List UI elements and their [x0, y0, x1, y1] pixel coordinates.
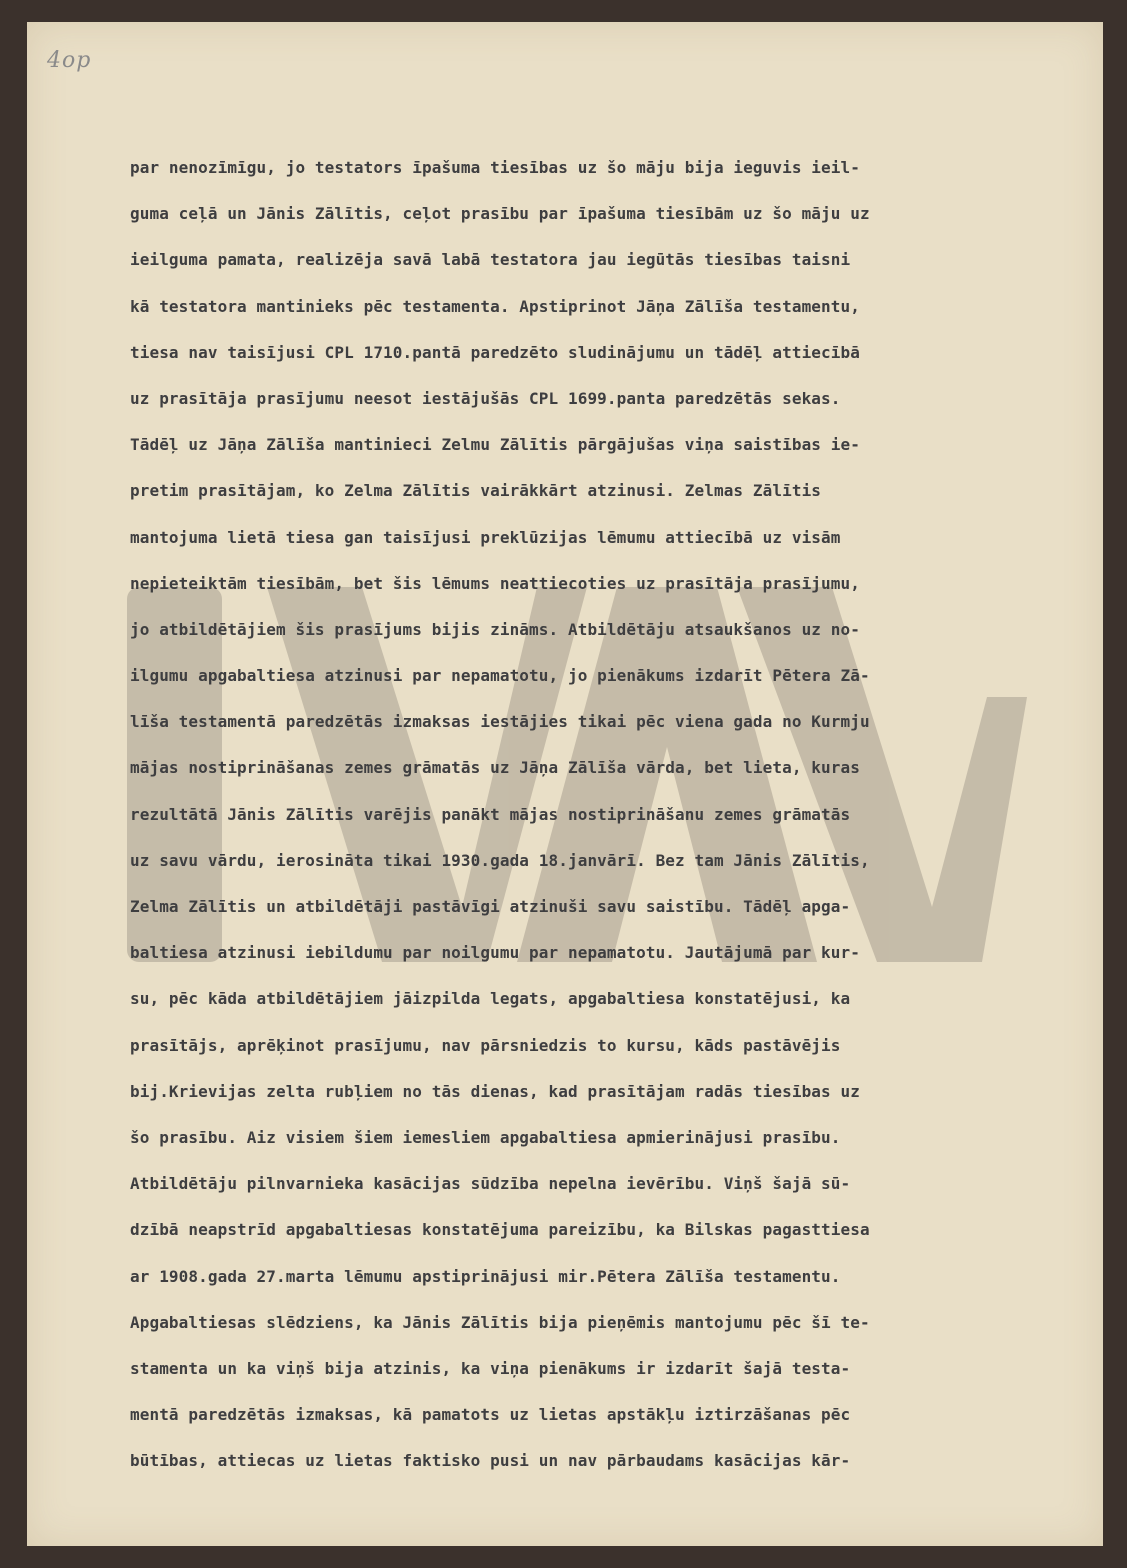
text-line: guma ceļā un Jānis Zālītis, ceļot prasību par īpašuma tiesībām uz šo māju uz — [130, 204, 870, 224]
text-line: kā testatora mantinieks pēc testamenta. Apstiprinot Jāņa Zālīša testamentu, — [130, 296, 860, 316]
text-line: uz prasītāja prasījumu neesot iestājušās CPL 1699.panta paredzētās sekas. — [130, 388, 841, 408]
text-line: mentā paredzētās izmaksas, kā pamatots uz lietas apstākļu iztirzāšanas pēc — [130, 1405, 851, 1425]
text-line: uz savu vārdu, ierosināta tikai 1930.gada 18.janvārī. Bez tam Jānis Zālītis, — [130, 850, 870, 870]
text-line: nepieteiktām tiesībām, bet šis lēmums neattiecoties uz prasītāja prasījumu, — [130, 573, 860, 593]
text-line: bij.Krievijas zelta rubļiem no tās dienas, kad prasītājam radās tiesības uz — [130, 1081, 860, 1101]
text-line: būtības, attiecas uz lietas faktisko pusi un nav pārbaudams kasācijas kār- — [130, 1451, 851, 1471]
text-line: mantojuma lietā tiesa gan taisījusi preklūzijas lēmumu attiecībā uz visām — [130, 527, 841, 547]
text-line: rezultātā Jānis Zālītis varējis panākt mājas nostiprināšanu zemes grāmatās — [130, 804, 851, 824]
text-line: pretim prasītājam, ko Zelma Zālītis vairākkārt atzinusi. Zelmas Zālītis — [130, 481, 822, 501]
text-line: jo atbildētājiem šis prasījums bijis zināms. Atbildētāju atsaukšanos uz no- — [130, 619, 860, 639]
document-body — [130, 145, 1070, 1484]
handwritten-page-note: 4op — [47, 48, 92, 73]
text-line: Atbildētāju pilnvarnieka kasācijas sūdzība nepelna ievērību. Viņš šajā sū- — [130, 1174, 851, 1194]
text-line: stamenta un ka viņš bija atzinis, ka viņa pienākums ir izdarīt šajā testa- — [130, 1358, 851, 1378]
document-page — [27, 22, 1103, 1546]
text-line: par nenozīmīgu, jo testators īpašuma tiesības uz šo māju bija ieguvis iеil- — [130, 158, 860, 177]
text-line: šo prasību. Aiz visiem šiem iemesliem apgabaltiesa apmierinājusi prasību. — [130, 1127, 841, 1147]
text-line: Tādēļ uz Jāņa Zālīša mantinieci Zelmu Zālītis pārgājušas viņa saistības ie- — [130, 435, 860, 455]
text-line: Apgabaltiesas slēdziens, ka Jānis Zālītis bija pieņēmis mantojumu pēc šī te- — [130, 1312, 870, 1332]
text-line: ar 1908.gada 27.marta lēmumu apstiprinājusi mir.Pētera Zālīša testamentu. — [130, 1266, 841, 1286]
text-line: ieilguma pamata, realizēja savā labā testatora jau iegūtās tiesības taisni — [130, 250, 851, 270]
text-line: prasītājs, aprēķinot prasījumu, nav pārsniedzis to kursu, kāds pastāvējis — [130, 1035, 841, 1055]
text-line: baltiesa atzinusi iebildumu par noilgumu par nepamatotu. Jautājumā par kur- — [130, 943, 860, 963]
text-line: tiesa nav taisījusi CPL 1710.pantā paredzēto sludinājumu un tādēļ attiecībā — [130, 342, 860, 362]
text-line: Zelma Zālītis un atbildētāji pastāvīgi atzinuši savu saistību. Tādēļ apga- — [130, 897, 851, 916]
text-line: līša testamentā paredzētās izmaksas iestājies tikai pēc viena gada no Kurmju — [130, 712, 870, 732]
text-line: ilgumu apgabaltiesa atzinusi par nepamatotu, jo pienākums izdarīt Pētera Zā- — [130, 666, 870, 686]
text-line: dzībā neapstrīd apgabaltiesas konstatējuma pareizību, ka Bilskas pagasttiesa — [130, 1220, 870, 1240]
text-line: mājas nostiprināšanas zemes grāmatās uz Jāņa Zālīša vārda, bet lieta, kuras — [130, 758, 860, 778]
text-line: su, pēc kāda atbildētājiem jāizpilda legats, apgabaltiesa konstatējusi, ka — [130, 989, 851, 1009]
